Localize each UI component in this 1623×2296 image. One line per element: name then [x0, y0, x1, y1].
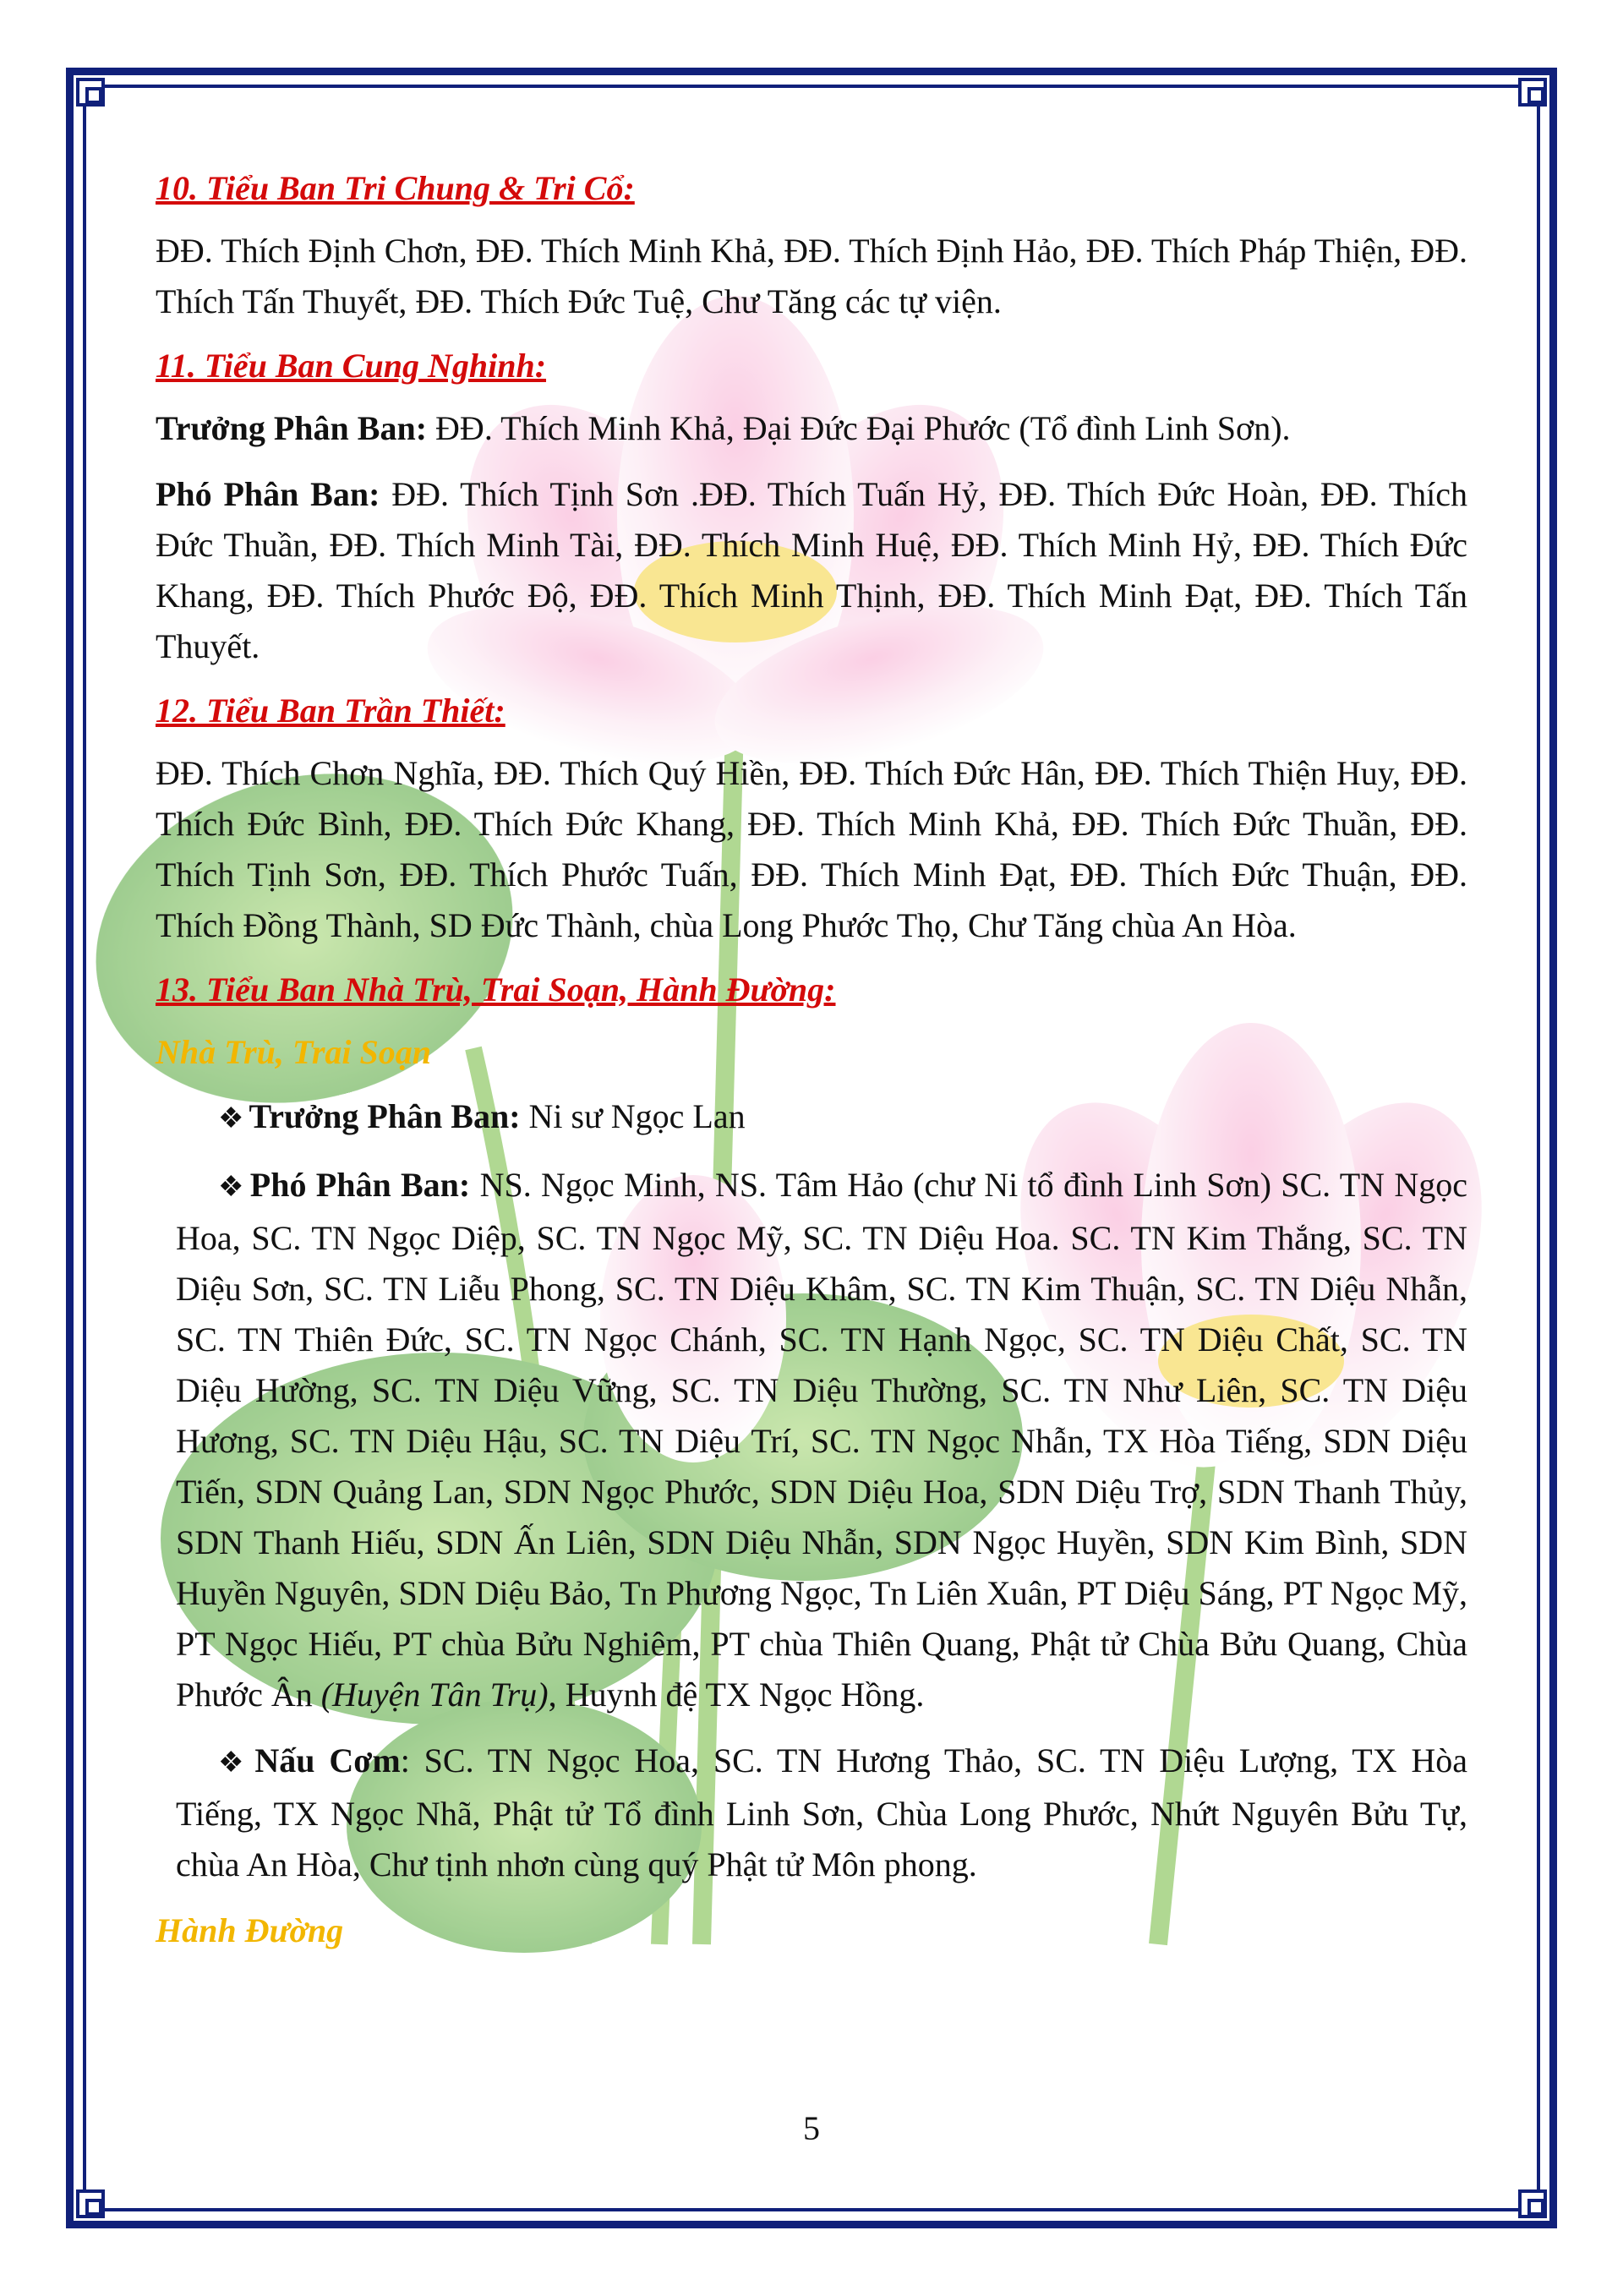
- entry-label: Trưởng Phân Ban:: [156, 409, 428, 447]
- entry-text: NS. Ngọc Minh, NS. Tâm Hảo (chư Ni tổ đình Linh Sơn) SC. TN Ngọc Hoa, SC. TN Ngọc Diệp, SC. TN Ngọc Mỹ, SC. TN Diệu Hoa. SC. TN Kim Thắng, SC. TN Diệu Sơn, SC. TN Liễu Phong, SC. TN Diệu Khâm, SC. TN Kim Thuận, SC. TN Diệu Nhẫn, SC. TN Thiên Đức, SC. TN Ngọc Chánh, SC. TN Hạnh Ngọc, SC. TN Diệu Chất, SC. TN Diệu Hường, SC. TN Diệu Vững, SC. TN Diệu Thường, SC. TN Như Liên, SC. TN Diệu Hương, SC. TN Diệu Hậu, SC. TN Diệu Trí, SC. TN Ngọc Nhẫn, TX Hòa Tiếng, SDN Diệu Tiến, SDN Quảng Lan, SDN Ngọc Phước, SDN Diệu Hoa, SDN Diệu Trợ, SDN Thanh Thủy, SDN Thanh Hiếu, SDN Ấn Liên, SDN Diệu Nhẫn, SDN Ngọc Huyền, SDN Kim Bình, SDN Huyền Nguyên, SDN Diệu Bảo, Tn Phương Ngọc, Tn Liên Xuân, PT Diệu Sáng, PT Ngọc Mỹ, PT Ngọc Hiếu, PT chùa Bửu Nghiêm, PT chùa Thiên Quang, Phật tử Chùa Bửu Quang, Chùa Phước Ân: [176, 1166, 1468, 1714]
- section-12-paragraph: ĐĐ. Thích Chơn Nghĩa, ĐĐ. Thích Quý Hiền, ĐĐ. Thích Đức Hân, ĐĐ. Thích Thiện Huy, ĐĐ. Thích Đức Bình, ĐĐ. Thích Đức Khang, ĐĐ. Thích Minh Khả, ĐĐ. Thích Đức Thuần, ĐĐ. Thích Tịnh Sơn, ĐĐ. Thích Phước Tuấn, ĐĐ. Thích Minh Đạt, ĐĐ. Thích Đức Thuận, ĐĐ. Thích Đồng Thành, SD Đức Thành, chùa Long Phước Thọ, Chư Tăng chùa An Hòa.: [156, 754, 1467, 944]
- page-number: 5: [803, 2109, 820, 2147]
- bullet-item: [176, 1736, 1467, 1890]
- section-11-head-entry: [156, 403, 1467, 454]
- entry-text: ĐĐ. Thích Minh Khả, Đại Đức Đại Phước (Tổ đình Linh Sơn).: [427, 409, 1291, 447]
- bullet-item: [176, 1160, 1467, 1720]
- subheading-dining: Hành Đường: [156, 1911, 344, 1949]
- entry-text: : SC. TN Ngọc Hoa, SC. TN Hương Thảo, SC. TN Diệu Lượng, TX Hòa Tiếng, TX Ngọc Nhã, Phật tử Tổ đình Linh Sơn, Chùa Long Phước, Nhứt Nguyên Bửu Tự, chùa An Hòa, Chư tịnh nhơn cùng quý Phật tử Môn phong.: [176, 1741, 1468, 1883]
- entry-label: Trưởng Phân Ban:: [249, 1097, 521, 1135]
- entry-label: Nấu Cơm: [254, 1741, 401, 1779]
- section-heading-12: 12. Tiểu Ban Trần Thiết:: [156, 692, 505, 730]
- entry-text: Ni sư Ngọc Lan: [520, 1097, 746, 1135]
- entry-label: Phó Phân Ban:: [249, 1166, 471, 1204]
- subheading-kitchen: Nhà Trù, Trai Soạn: [156, 1033, 432, 1071]
- section-heading-11: 11. Tiểu Ban Cung Nghinh:: [156, 347, 547, 385]
- bullet-item: [176, 1091, 1467, 1145]
- document-body: [156, 165, 1467, 1970]
- entry-label: Phó Phân Ban:: [156, 475, 380, 513]
- diamond-bullet-icon: ❖: [218, 1103, 244, 1134]
- entry-text: ĐĐ. Thích Tịnh Sơn .ĐĐ. Thích Tuấn Hỷ, ĐĐ. Thích Đức Hoàn, ĐĐ. Thích Đức Thuần, ĐĐ. Thích Minh Tài, ĐĐ. Thích Minh Huệ, ĐĐ. Thích Minh Hỷ, ĐĐ. Thích Đức Khang, ĐĐ. Thích Phước Độ, ĐĐ. Thích Minh Thịnh, ĐĐ. Thích Minh Đạt, ĐĐ. Thích Tấn Thuyết.: [156, 475, 1467, 665]
- diamond-bullet-icon: ❖: [218, 1172, 245, 1203]
- entry-text-after: , Huynh đệ TX Ngọc Hồng.: [548, 1676, 925, 1714]
- section-10-paragraph: ĐĐ. Thích Định Chơn, ĐĐ. Thích Minh Khả, ĐĐ. Thích Định Hảo, ĐĐ. Thích Pháp Thiện, ĐĐ. Thích Tấn Thuyết, ĐĐ. Thích Đức Tuệ, Chư Tăng các tự viện.: [156, 232, 1467, 320]
- entry-italic-note: (Huyện Tân Trụ): [320, 1676, 549, 1714]
- diamond-bullet-icon: ❖: [218, 1747, 250, 1779]
- section-heading-10: 10. Tiểu Ban Tri Chung & Tri Cổ:: [156, 169, 635, 207]
- section-heading-13: 13. Tiểu Ban Nhà Trù, Trai Soạn, Hành Đường:: [156, 970, 836, 1009]
- section-11-deputy-entry: [156, 469, 1467, 672]
